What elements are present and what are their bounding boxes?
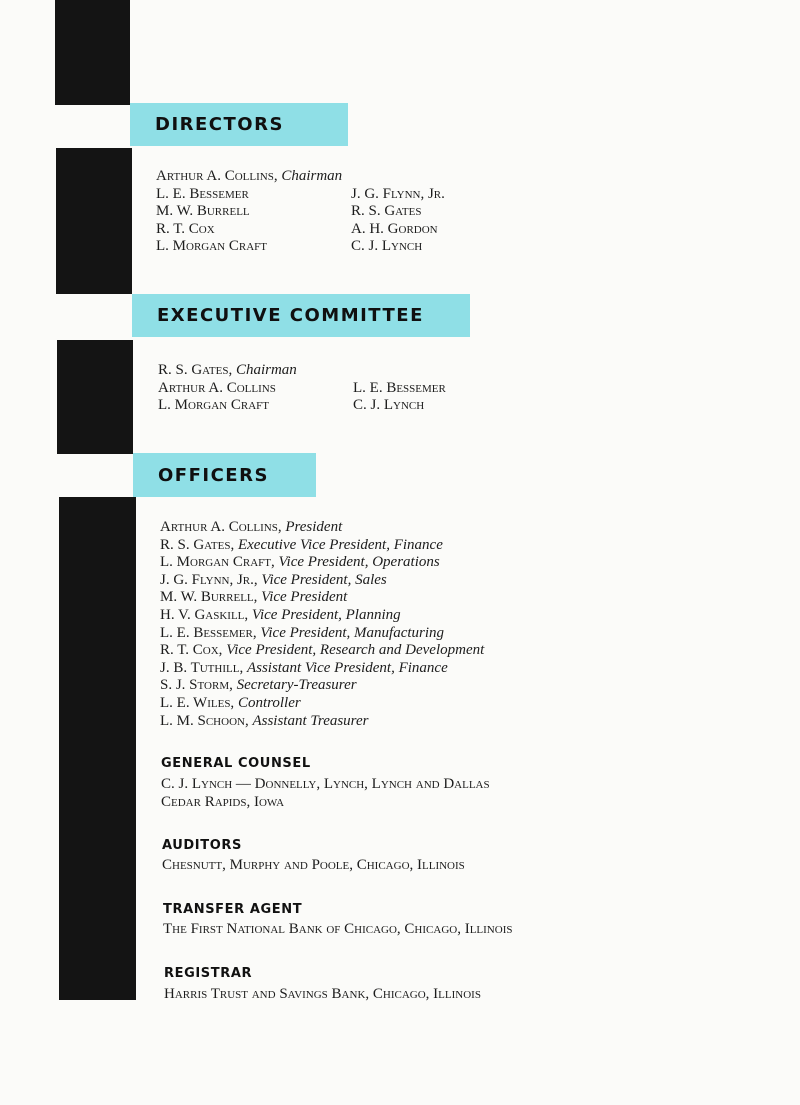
director-name: A. H. Gordon	[351, 220, 438, 237]
officers-heading: OFFICERS	[158, 464, 269, 486]
officer-entry: R. S. Gates, Executive Vice President, Finance	[160, 536, 443, 553]
executive-committee-column-2	[353, 380, 446, 415]
auditors-line: Chesnutt, Murphy and Poole, Chicago, Illinois	[162, 857, 465, 873]
black-bar-top	[55, 0, 130, 105]
black-bar-directors	[56, 148, 132, 294]
transfer-agent-heading: TRANSFER AGENT	[163, 902, 303, 917]
directors-heading: DIRECTORS	[155, 114, 284, 135]
registrar-heading: REGISTRAR	[164, 966, 253, 981]
director-name: L. Morgan Craft	[156, 238, 267, 255]
executive-committee-banner	[132, 294, 470, 337]
director-name: R. S. Gates	[351, 203, 422, 220]
officers-banner	[133, 453, 316, 497]
directors-column-1	[156, 186, 351, 256]
committee-member: C. J. Lynch	[353, 397, 425, 414]
executive-committee-heading: EXECUTIVE COMMITTEE	[157, 305, 424, 326]
committee-member: L. Morgan Craft	[158, 397, 269, 414]
directors-banner	[130, 103, 348, 146]
executive-committee-list	[158, 362, 446, 415]
officer-entry: L. E. Bessemer, Vice President, Manufacturing	[160, 624, 445, 641]
directors-column-2	[351, 186, 445, 256]
general-counsel-line-2: Cedar Rapids, Iowa	[161, 794, 285, 810]
director-name: M. W. Burrell	[156, 203, 250, 220]
director-name: R. T. Cox	[156, 220, 215, 237]
registrar-line: Harris Trust and Savings Bank, Chicago, Illinois	[164, 986, 481, 1002]
black-bar-officers	[59, 497, 136, 1000]
officer-entry: M. W. Burrell, Vice President	[160, 589, 348, 606]
officer-entry: J. B. Tuthill, Assistant Vice President, Finance	[160, 659, 448, 676]
director-name: J. G. Flynn, Jr.	[351, 185, 445, 202]
director-name: L. E. Bessemer	[156, 185, 249, 202]
officer-entry: J. G. Flynn, Jr., Vice President, Sales	[160, 571, 387, 588]
officer-entry: L. M. Schoon, Assistant Treasurer	[160, 712, 369, 729]
officers-list	[160, 519, 484, 730]
executive-committee-column-1	[158, 380, 353, 415]
directors-chairman: Arthur A. Collins, Chairman	[156, 168, 343, 184]
director-name: C. J. Lynch	[351, 238, 423, 255]
committee-member: Arthur A. Collins	[158, 379, 276, 396]
officer-entry: S. J. Storm, Secretary-Treasurer	[160, 677, 357, 694]
officer-entry: L. E. Wiles, Controller	[160, 694, 301, 711]
executive-committee-chairman: R. S. Gates, Chairman	[158, 362, 297, 378]
committee-member: L. E. Bessemer	[353, 379, 446, 396]
officer-entry: R. T. Cox, Vice President, Research and Development	[160, 642, 485, 659]
officer-entry: L. Morgan Craft, Vice President, Operations	[160, 554, 440, 571]
general-counsel-line-1: C. J. Lynch — Donnelly, Lynch, Lynch and Dallas	[161, 776, 490, 792]
transfer-agent-line: The First National Bank of Chicago, Chicago, Illinois	[163, 921, 513, 937]
general-counsel-heading: GENERAL COUNSEL	[161, 756, 311, 771]
auditors-heading: AUDITORS	[162, 838, 242, 853]
directors-list	[156, 168, 445, 256]
officer-entry: Arthur A. Collins, President	[160, 519, 343, 535]
black-bar-executive	[57, 340, 133, 454]
officer-entry: H. V. Gaskill, Vice President, Planning	[160, 606, 401, 623]
